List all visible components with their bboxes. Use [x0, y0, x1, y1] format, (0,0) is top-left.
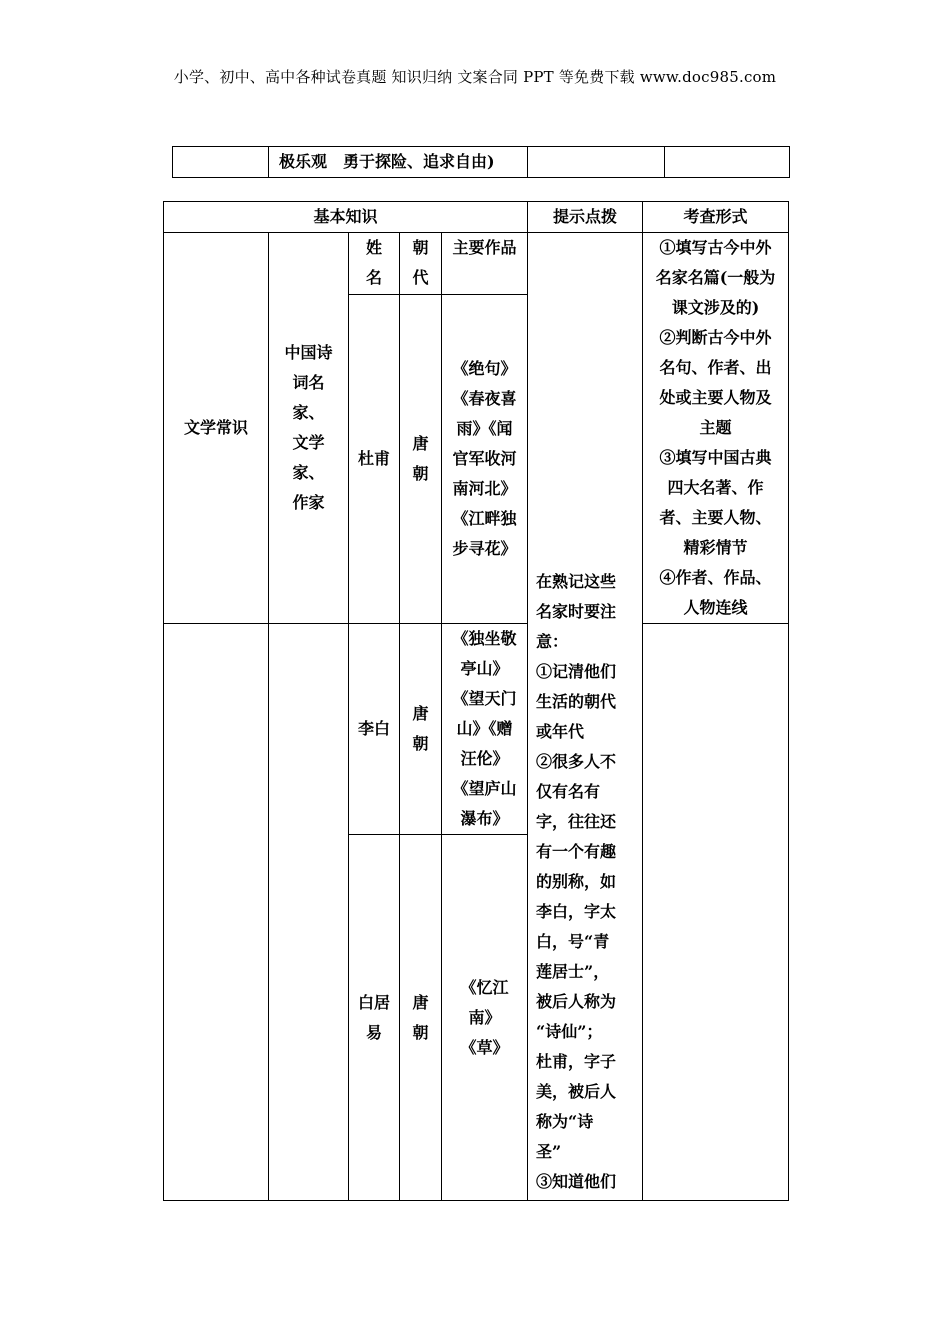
subcategory-cell: 中国诗 词名 家、 文学 家、 作家 — [269, 233, 349, 624]
subheader-dynasty: 朝 代 — [400, 233, 442, 295]
name-cell: 杜甫 — [349, 295, 400, 624]
header-hints: 提示点拨 — [528, 202, 643, 233]
spirit-cell: 极乐观 勇于探险、追求自由) — [269, 147, 528, 178]
works-cell: 《独坐敬 亭山》 《望天门 山》《赠 汪伦》 《望庐山 瀑布》 — [442, 624, 528, 835]
dynasty-cell: 唐 朝 — [400, 295, 442, 624]
exam-form-cell: ①填写古今中外 名家名篇(一般为 课文涉及的) ②判断古今中外 名句、作者、出 处或主要人物及 主题 ③填写中国古典 四大名著、作 者、主要人物、 精彩情节 ④作者、作品、 人物连线 — [643, 233, 789, 624]
empty-cell — [665, 147, 790, 178]
empty-cell — [173, 147, 269, 178]
category-cell: 文学常识 — [164, 233, 269, 624]
works-cell: 《绝句》 《春夜喜 雨》《闻 官军收河 南河北》 《江畔独 步寻花》 — [442, 295, 528, 624]
subheader-name: 姓 名 — [349, 233, 400, 295]
table-row — [164, 624, 789, 835]
header-basic-knowledge: 基本知识 — [164, 202, 528, 233]
name-cell: 白居 易 — [349, 835, 400, 1201]
table-row — [173, 147, 790, 178]
subheader-works: 主要作品 — [442, 233, 528, 295]
hints-cell: 在熟记这些 名家时要注 意： ①记清他们 生活的朝代 或年代 ②很多人不 仅有名有 字，往往还 有一个有趣 的别称，如 李白，字太 白，号“青 莲居士”， 被后人称为 “诗仙”； 杜甫，字子 美，被后人 称为“诗 圣” ③知道他们 — [528, 233, 643, 1201]
knowledge-table — [163, 201, 789, 1201]
dynasty-cell: 唐 朝 — [400, 624, 442, 835]
dynasty-cell: 唐 朝 — [400, 835, 442, 1201]
top-fragment-table — [172, 146, 790, 178]
table-row — [164, 233, 789, 295]
name-cell: 李白 — [349, 624, 400, 835]
empty-cell — [269, 624, 349, 1201]
empty-cell — [643, 624, 789, 1201]
page-header: 小学、初中、高中各种试卷真题 知识归纳 文案合同 PPT 等免费下载 www.doc985.com — [173, 68, 777, 86]
empty-cell — [164, 624, 269, 1201]
works-cell: 《忆江 南》 《草》 — [442, 835, 528, 1201]
header-exam-form: 考查形式 — [643, 202, 789, 233]
empty-cell — [528, 147, 665, 178]
table-row — [164, 202, 789, 233]
